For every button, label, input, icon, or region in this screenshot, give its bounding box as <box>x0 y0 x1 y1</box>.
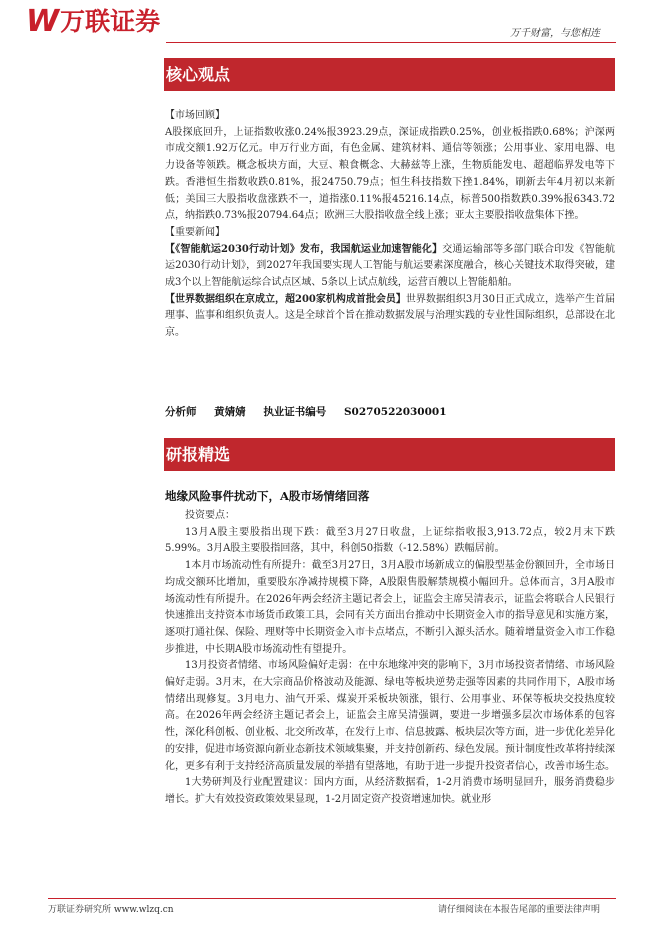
news-text: 交通运输部等多部门联合印发《智能航运2030行动计划》，到2027年我国要实现人工智能与航运要素深度融合，核心关键技术取得突破，建成3个以上智能航运综合试点区域、5条以上试点航线，运营百艘以上智能船舶。 <box>165 243 615 289</box>
research-paragraph: 13月投资者情绪、市场风险偏好走弱：在中东地缘冲突的影响下，3月市场投资者情绪、市场风险偏好走弱。3月末，在大宗商品价格波动及能源、绿电等板块逆势走强等因素的共同作用下，A股市场情绪出现修复。3月电力、油气开采、煤炭开采板块领涨，银行、公用事业、环保等板块交投热度较高。在2026年两会经济主题记者会上，证监会主席吴清强调，要进一步增强多层次市场体系的包容性，深化科创板、创业板、北交所改革，在发行上市、信息披露、板块层次等方面，进一步优化差异化的安排，促进市场资源向新业态新技术领域集聚，并支持创新药、绿色发展。预计制度性改革将持续深化，更多有利于支持经济高质量发展的举措有望落地，有助于进一步提升投资者信心，改善市场生态。 <box>165 660 615 772</box>
section-title-core-view: 核心观点 <box>164 58 615 91</box>
license-label: 执业证书编号 <box>263 406 327 418</box>
article-title: 地缘风险事件扰动下，A股市场情绪回落 <box>165 489 370 503</box>
news-item <box>165 242 615 292</box>
section-title-research: 研报精选 <box>164 438 615 471</box>
footer-left: 万联证券研究所 www.wlzq.cn <box>48 905 174 915</box>
license-number: S0270522030001 <box>343 406 447 418</box>
slogan: 万千财富，与您相连 <box>510 28 600 39</box>
research-paragraph: 1大势研判及行业配置建议：国内方面，从经济数据看，1-2月消费市场明显回升，服务消费稳步增长。扩大有效投资政策效果显现，1-2月固定资产投资增速加快。就业形 <box>165 777 615 805</box>
research-paragraph: 13月A股主要股指出现下跌：截至3月27日收盘，上证综指收报3,913.72点，较2月末下跌5.99%。3月A股主要股指回落，其中，科创50指数（-12.58%）跌幅居前。 <box>165 526 615 555</box>
footer-right: 请仔细阅读在本报告尾部的重要法律声明 <box>437 905 600 915</box>
analyst-name: 黄婧婧 <box>214 406 246 418</box>
market-review-tag: 【市场回顾】 <box>165 110 225 121</box>
analyst-line <box>165 404 461 419</box>
page-header <box>0 0 662 46</box>
logo-mark: W <box>26 4 57 39</box>
news-item <box>165 292 615 342</box>
analyst-label: 分析师 <box>165 406 197 418</box>
news-headline: 【《智能航运2030行动计划》发布，我国航运业加速智能化】 <box>165 243 443 255</box>
company-logo <box>26 6 160 38</box>
news-text: 世界数据组织3月30日正式成立，选举产生首届理事、监事和组织负责人。这是全球首个旨在推动数据发展与治理实践的专业性国际组织，总部设在北京。 <box>165 293 615 339</box>
logo-name: 万联证券 <box>60 7 161 36</box>
research-body <box>165 508 615 809</box>
important-news-tag: 【重要新闻】 <box>165 226 225 238</box>
header-divider <box>166 42 616 43</box>
research-paragraph: 1本月市场流动性有所提升：截至3月27日，3月A股市场新成立的偏股型基金份额回升，全市场日均成交额环比增加，重要股东净减持规模下降，A股限售股解禁规模小幅回升。总体而言，3月A股市场流动性有所提升。在2026年两会经济主题记者会上，证监会主席吴清表示，证监会将联合人民银行快速推出支持资本市场货币政策工具，会同有关方面出台推动中长期资金入市的指导意见和实施方案，逐项打通社保、保险、理财等中长期资金入市卡点堵点，不断引入源头活水。随着增量资金入市工作稳步推进，中长期A股市场流动性有望提升。 <box>165 560 615 655</box>
news-headline: 【世界数据组织在京成立，超200家机构成首批会员】 <box>165 293 406 305</box>
footer-divider <box>48 898 616 899</box>
market-review-text: A股探底回升，上证指数收涨0.24%报3923.29点，深证成指跌0.25%，创业板指跌0.68%；沪深两市成交额1.92万亿元。申万行业方面，有色金属、建筑材料、通信等领涨；公用事业、家用电器、电力设备等领跌。概念板块方面，大豆、粮食概念、大赫兹等上涨，生物质能发电、超超临界发电等下跌。香港恒生指数收跌0.81%，报24750.79点；恒生科技指数下挫1.84%，刷新去年4月初以来新低；美国三大股指收盘涨跌不一，道指涨0.11%报45216.14点，标普500指数跌0.39%报6343.72点，纳指跌0.73%报20794.64点；欧洲三大股指收盘全线上涨；亚太主要股指收盘集体下挫。 <box>165 126 615 222</box>
key-points-label: 投资要点： <box>185 510 235 521</box>
core-view-body <box>165 108 615 342</box>
